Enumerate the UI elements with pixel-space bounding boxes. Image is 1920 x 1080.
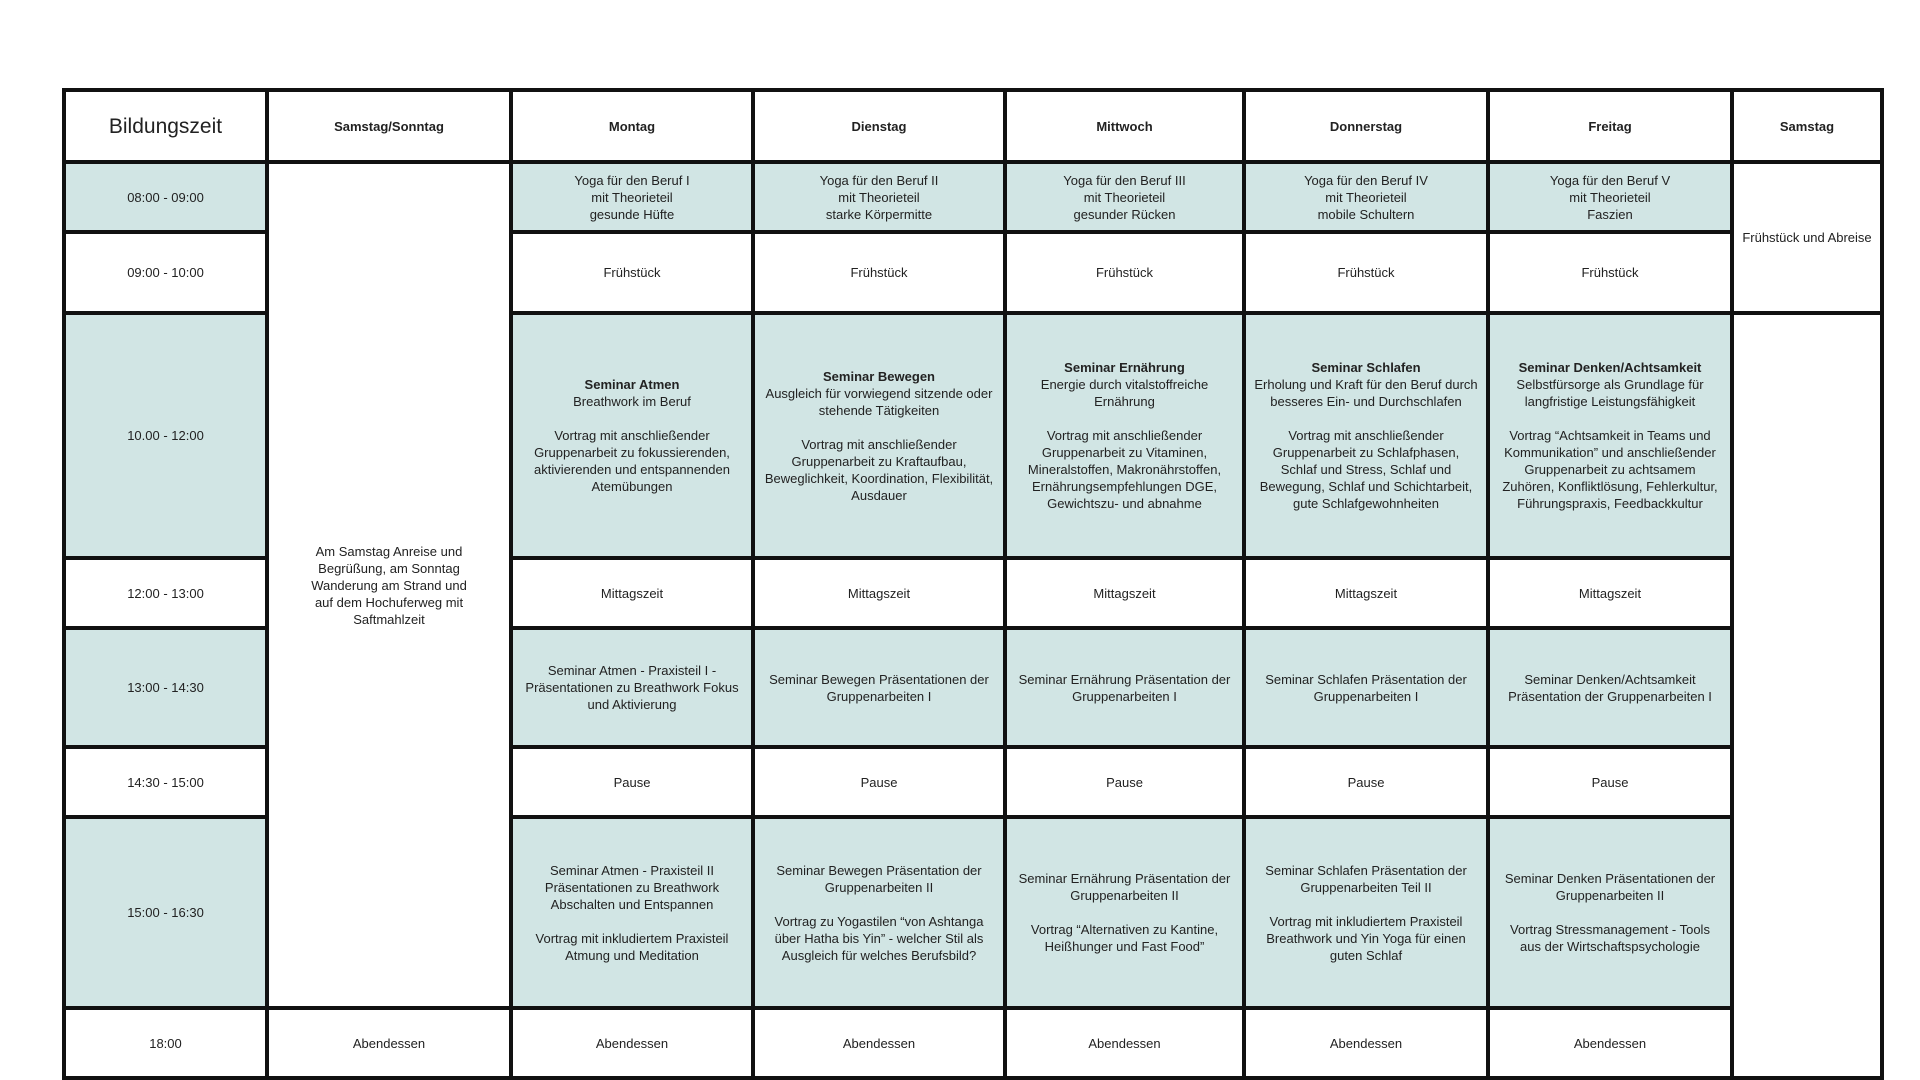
session-cell-freitag [1488, 313, 1732, 558]
session-text: Vortrag mit inkludiertem Praxisteil Atmung und Meditation [535, 930, 729, 963]
session-text: Pause [1106, 774, 1143, 790]
session-cell-mittwoch [1005, 232, 1244, 313]
session-cell-freitag [1488, 628, 1732, 747]
session-text: Vortrag mit anschließender Gruppenarbeit zu Kraftaufbau, Beweglichkeit, Koordination, Flexibilität, Ausdauer [764, 436, 994, 503]
header-samstag-sonntag: Samstag/Sonntag [267, 90, 511, 162]
session-text: Pause [860, 774, 898, 790]
session-cell-freitag [1488, 817, 1732, 1008]
session-text: Vortrag zu Yogastilen “von Ashtanga über Hatha bis Yin” - welcher Stil als Ausgleich für welches Berufsbild? [774, 913, 984, 963]
session-text: gesunde Hüfte [589, 206, 675, 222]
session-cell-mittwoch [1005, 747, 1244, 817]
session-text: mit Theorieteil [1083, 189, 1166, 205]
dinner-cell: Abendessen [1244, 1008, 1488, 1078]
session-text: Seminar Denken Präsentationen der Gruppenarbeiten II [1504, 871, 1716, 903]
session-cell-montag [511, 747, 753, 817]
session-cell-mittwoch [1005, 817, 1244, 1008]
session-text: Erholung und Kraft für den Beruf durch besseres Ein- und Durchschlafen [1254, 377, 1478, 409]
spacer [1015, 410, 1234, 427]
empty-saturday-cell [1732, 313, 1882, 1078]
session-cell-dienstag [753, 162, 1005, 232]
session-text: Energie durch vitalstoffreiche Ernährung [1040, 377, 1209, 409]
session-cell-montag [511, 313, 753, 558]
session-text: Vortrag mit inkludiertem Praxisteil Breathwork und Yin Yoga für einen guten Schlaf [1266, 913, 1466, 963]
session-cell-freitag [1488, 747, 1732, 817]
session-text: Vortrag mit anschließender Gruppenarbeit zu Schlafphasen, Schlaf und Stress, Schlaf und Bewegung, Schlaf und Schichtarbeit, gute Schlafgewohnheiten [1259, 428, 1473, 511]
session-cell-freitag [1488, 558, 1732, 628]
session-text: Frühstück [603, 265, 661, 280]
session-text: Seminar Atmen - Praxisteil I - Präsentationen zu Breathwork Fokus und Aktivierung [525, 663, 739, 712]
session-cell-montag [511, 817, 753, 1008]
session-text: Pause [613, 774, 651, 790]
session-text: Ausgleich für vorwiegend sitzende oder stehende Tätigkeiten [765, 385, 993, 418]
session-text: Yoga für den Beruf II [819, 172, 939, 188]
session-cell-montag [511, 628, 753, 747]
header-dienstag: Dienstag [753, 90, 1005, 162]
session-text: Seminar Schlafen Präsentation der Gruppenarbeiten Teil II [1265, 862, 1467, 895]
header-montag: Montag [511, 90, 753, 162]
session-cell-dienstag [753, 232, 1005, 313]
spacer [763, 896, 995, 913]
session-cell-freitag [1488, 232, 1732, 313]
departure-cell: Frühstück und Abreise [1732, 162, 1882, 313]
time-slot: 13:00 - 14:30 [64, 628, 267, 747]
session-text: gesunder Rücken [1073, 206, 1176, 222]
spacer [521, 913, 743, 930]
session-title: Seminar Bewegen [823, 368, 935, 384]
session-text: Vortrag Stressmanagement - Tools aus der Wirtschaftspsychologie [1510, 922, 1710, 954]
session-text: mit Theorieteil [591, 189, 673, 205]
session-cell-freitag [1488, 162, 1732, 232]
session-text: Yoga für den Beruf V [1549, 172, 1671, 188]
session-cell-montag [511, 232, 753, 313]
session-text: Vortrag “Alternativen zu Kantine, Heißhunger und Fast Food” [1030, 922, 1219, 954]
session-text: Faszien [1587, 206, 1633, 222]
session-cell-mittwoch [1005, 628, 1244, 747]
session-text: Seminar Atmen - Praxisteil II Präsentationen zu Breathwork Abschalten und Entspannen [544, 862, 720, 912]
session-text: mit Theorieteil [1569, 189, 1651, 205]
session-text: mit Theorieteil [838, 189, 920, 205]
dinner-cell: Abendessen [1005, 1008, 1244, 1078]
time-slot: 18:00 [64, 1008, 267, 1078]
header-donnerstag: Donnerstag [1244, 90, 1488, 162]
session-text: Vortrag “Achtsamkeit in Teams und Kommunikation” und anschließender Gruppenarbeit zu achtsamem Zuhören, Konfliktlösung, Fehlerkultur, Führungspraxis, Feedbackkultur [1502, 428, 1718, 511]
session-text: Mittagszeit [1093, 585, 1156, 601]
session-text: Frühstück [1337, 265, 1395, 280]
session-cell-mittwoch [1005, 558, 1244, 628]
session-text: mit Theorieteil [1325, 189, 1407, 205]
session-cell-dienstag [753, 817, 1005, 1008]
session-text: starke Körpermitte [825, 206, 933, 222]
schedule-table [62, 88, 1884, 1080]
header-row [64, 90, 1882, 162]
schedule-row [64, 162, 1882, 232]
spacer [1498, 904, 1722, 921]
time-slot: 12:00 - 13:00 [64, 558, 267, 628]
session-text: Frühstück [1095, 265, 1154, 280]
time-slot: 10.00 - 12:00 [64, 313, 267, 558]
session-cell-donnerstag [1244, 313, 1488, 558]
spacer [1498, 410, 1722, 427]
session-cell-donnerstag [1244, 747, 1488, 817]
dinner-cell: Abendessen [267, 1008, 511, 1078]
session-text: Pause [1591, 774, 1629, 790]
session-text: Seminar Ernährung Präsentation der Gruppenarbeiten II [1018, 871, 1231, 903]
session-text: Mittagszeit [847, 585, 911, 601]
session-text: Mittagszeit [600, 585, 664, 601]
session-text: Seminar Bewegen Präsentation der Gruppenarbeiten II [776, 862, 982, 895]
session-cell-donnerstag [1244, 628, 1488, 747]
session-cell-dienstag [753, 628, 1005, 747]
header-samstag: Samstag [1732, 90, 1882, 162]
session-cell-donnerstag [1244, 162, 1488, 232]
session-text: Breathwork im Beruf [573, 394, 691, 409]
header-mittwoch: Mittwoch [1005, 90, 1244, 162]
time-slot: 15:00 - 16:30 [64, 817, 267, 1008]
time-slot: 09:00 - 10:00 [64, 232, 267, 313]
session-cell-donnerstag [1244, 232, 1488, 313]
spacer [1254, 410, 1478, 427]
session-title: Seminar Denken/Achtsamkeit [1518, 360, 1702, 375]
session-title: Seminar Atmen [584, 377, 680, 392]
session-text: Yoga für den Beruf I [574, 172, 690, 188]
spacer [1254, 896, 1478, 913]
spacer [521, 410, 743, 427]
session-text: Mittagszeit [1578, 585, 1642, 601]
session-cell-montag [511, 162, 753, 232]
session-cell-montag [511, 558, 753, 628]
time-slot: 08:00 - 09:00 [64, 162, 267, 232]
session-cell-donnerstag [1244, 817, 1488, 1008]
header-freitag: Freitag [1488, 90, 1732, 162]
session-text: Frühstück [1581, 265, 1639, 280]
evening-row [64, 1008, 1882, 1078]
spacer [1015, 904, 1234, 921]
dinner-cell: Abendessen [1488, 1008, 1732, 1078]
session-title: Seminar Ernährung [1064, 360, 1185, 375]
session-text: Mittagszeit [1334, 585, 1398, 601]
session-text: Vortrag mit anschließender Gruppenarbeit zu Vitaminen, Mineralstoffen, Makronährstoffen, Ernährungsempfehlungen DGE, Gewichtszu- und abnahme [1027, 428, 1222, 511]
session-text: Seminar Bewegen Präsentationen der Gruppenarbeiten I [769, 671, 989, 704]
session-text: Yoga für den Beruf III [1063, 172, 1186, 188]
session-text: Pause [1347, 774, 1385, 790]
session-text: Seminar Denken/Achtsamkeit Präsentation der Gruppenarbeiten I [1508, 671, 1712, 704]
dinner-cell: Abendessen [511, 1008, 753, 1078]
time-slot: 14:30 - 15:00 [64, 747, 267, 817]
dinner-cell: Abendessen [753, 1008, 1005, 1078]
session-text: Frühstück [850, 265, 908, 280]
session-cell-dienstag [753, 313, 1005, 558]
session-text: mobile Schultern [1317, 206, 1415, 222]
table-title: Bildungszeit [64, 90, 267, 162]
session-text: Selbstfürsorge als Grundlage für langfristige Leistungsfähigkeit [1516, 377, 1704, 409]
session-text: Seminar Ernährung Präsentation der Gruppenarbeiten I [1018, 671, 1231, 704]
session-title: Seminar Schlafen [1311, 360, 1421, 375]
session-cell-dienstag [753, 747, 1005, 817]
weekend-arrival-cell: Am Samstag Anreise und Begrüßung, am Sonntag Wanderung am Strand und auf dem Hochuferweg mit Saftmahlzeit [267, 162, 511, 1008]
session-cell-mittwoch [1005, 162, 1244, 232]
session-cell-donnerstag [1244, 558, 1488, 628]
spacer [763, 419, 995, 436]
session-cell-mittwoch [1005, 313, 1244, 558]
session-text: Vortrag mit anschließender Gruppenarbeit zu fokussierenden, aktivierenden und entspannenden Atemübungen [534, 428, 730, 494]
session-text: Yoga für den Beruf IV [1304, 172, 1428, 188]
session-text: Seminar Schlafen Präsentation der Gruppenarbeiten I [1265, 671, 1467, 704]
session-cell-dienstag [753, 558, 1005, 628]
